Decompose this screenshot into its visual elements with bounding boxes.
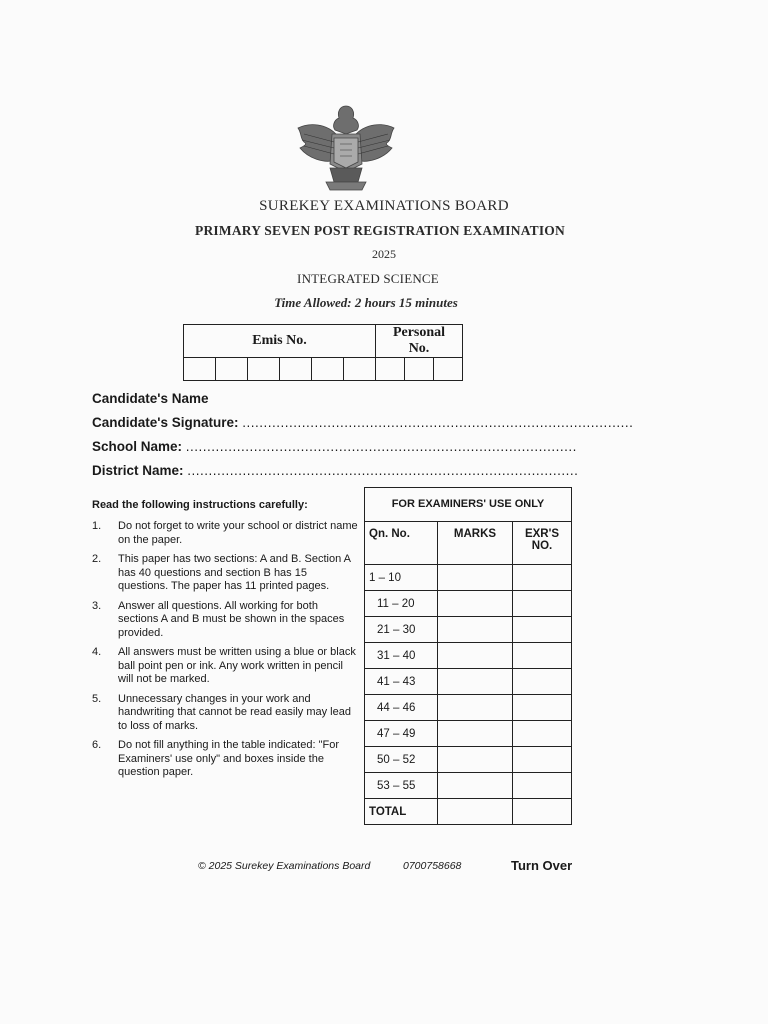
instruction-item: 1. Do not forget to write your school or district name on the paper.: [92, 520, 358, 546]
table-row: 21 – 30: [365, 617, 572, 643]
table-row: 44 – 46: [365, 695, 572, 721]
personal-header: Personal No.: [376, 325, 463, 358]
copyright-text: © 2025 Surekey Examinations Board: [198, 860, 371, 872]
emis-box[interactable]: [248, 358, 280, 381]
exr-cell[interactable]: [513, 721, 572, 747]
emis-header: Emis No.: [184, 325, 376, 358]
table-row: 11 – 20: [365, 591, 572, 617]
exam-year: 2025: [372, 247, 396, 261]
id-number-table: [183, 324, 463, 381]
personal-box[interactable]: [434, 358, 463, 381]
instruction-item: 5. Unnecessary changes in your work and handwriting that cannot be read easily may lead to loss of marks.: [92, 692, 351, 732]
table-row: TOTAL: [365, 799, 572, 825]
instruction-item: 2. This paper has two sections: A and B. Section A has 40 questions and section B has 15 questions. The paper has 11 printed pages.: [92, 553, 351, 592]
marks-cell[interactable]: [438, 799, 513, 825]
candidate-signature-line[interactable]: [92, 415, 633, 430]
exr-cell[interactable]: [513, 565, 572, 591]
turn-over-label: Turn Over: [511, 858, 573, 873]
candidate-name-line[interactable]: [92, 391, 209, 406]
table-row: 53 – 55: [365, 773, 572, 799]
instructions-list: [92, 520, 360, 786]
table-row: 50 – 52: [365, 747, 572, 773]
instruction-item: 3. Answer all questions. All working for both sections A and B must be shown in the spaces provided.: [92, 599, 345, 639]
marks-cell[interactable]: [438, 565, 513, 591]
exam-title: PRIMARY SEVEN POST REGISTRATION EXAMINATION: [195, 223, 565, 238]
exr-cell[interactable]: [513, 591, 572, 617]
board-name: SUREKEY EXAMINATIONS BOARD: [259, 198, 509, 214]
instruction-item: 4. All answers must be written using a blue or black ball point pen or ink. Any work written in pencil will not be marked.: [92, 646, 356, 685]
exr-cell[interactable]: [513, 695, 572, 721]
instruction-item: 6. Do not fill anything in the table indicated: "For Examiners' use only" and boxes inside the question paper.: [92, 739, 339, 778]
exr-cell[interactable]: [513, 799, 572, 825]
phone-number: 0700758668: [403, 860, 462, 872]
emis-box[interactable]: [184, 358, 216, 381]
subject-title: INTEGRATED SCIENCE: [297, 271, 439, 286]
school-name-line[interactable]: [92, 439, 577, 454]
col-marks-header: MARKS: [438, 522, 513, 565]
table-row: 41 – 43: [365, 669, 572, 695]
dotted-line: ............................................................................................: [187, 463, 579, 478]
instructions-title: Read the following instructions carefully:: [92, 499, 308, 511]
emis-box[interactable]: [344, 358, 376, 381]
dotted-line: ............................................................................................: [185, 439, 577, 454]
col-exr-header: EXR'S NO.: [513, 522, 572, 565]
exr-cell[interactable]: [513, 747, 572, 773]
emis-box[interactable]: [312, 358, 344, 381]
examiners-title: FOR EXAMINERS' USE ONLY: [365, 488, 572, 522]
time-allowed: Time Allowed: 2 hours 15 minutes: [274, 295, 458, 310]
table-row: 1 – 10: [365, 565, 572, 591]
district-name-label: District Name:: [92, 463, 184, 478]
crest-logo: [290, 98, 402, 198]
table-row: 47 – 49: [365, 721, 572, 747]
marks-cell[interactable]: [438, 695, 513, 721]
exr-cell[interactable]: [513, 669, 572, 695]
table-row: 31 – 40: [365, 643, 572, 669]
personal-box[interactable]: [405, 358, 434, 381]
exr-cell[interactable]: [513, 773, 572, 799]
marks-cell[interactable]: [438, 643, 513, 669]
candidate-signature-label: Candidate's Signature:: [92, 415, 239, 430]
exr-cell[interactable]: [513, 643, 572, 669]
personal-box[interactable]: [376, 358, 405, 381]
district-name-line[interactable]: [92, 463, 578, 478]
exr-cell[interactable]: [513, 617, 572, 643]
marks-cell[interactable]: [438, 617, 513, 643]
examiners-table: [364, 487, 572, 825]
dotted-line: ............................................................................................: [242, 415, 634, 430]
school-name-label: School Name:: [92, 439, 183, 454]
candidate-name-label: Candidate's Name: [92, 391, 209, 406]
marks-cell[interactable]: [438, 721, 513, 747]
marks-cell[interactable]: [438, 773, 513, 799]
marks-cell[interactable]: [438, 591, 513, 617]
col-qn-header: Qn. No.: [365, 522, 438, 565]
emis-box[interactable]: [216, 358, 248, 381]
marks-cell[interactable]: [438, 747, 513, 773]
marks-cell[interactable]: [438, 669, 513, 695]
emis-box[interactable]: [280, 358, 312, 381]
